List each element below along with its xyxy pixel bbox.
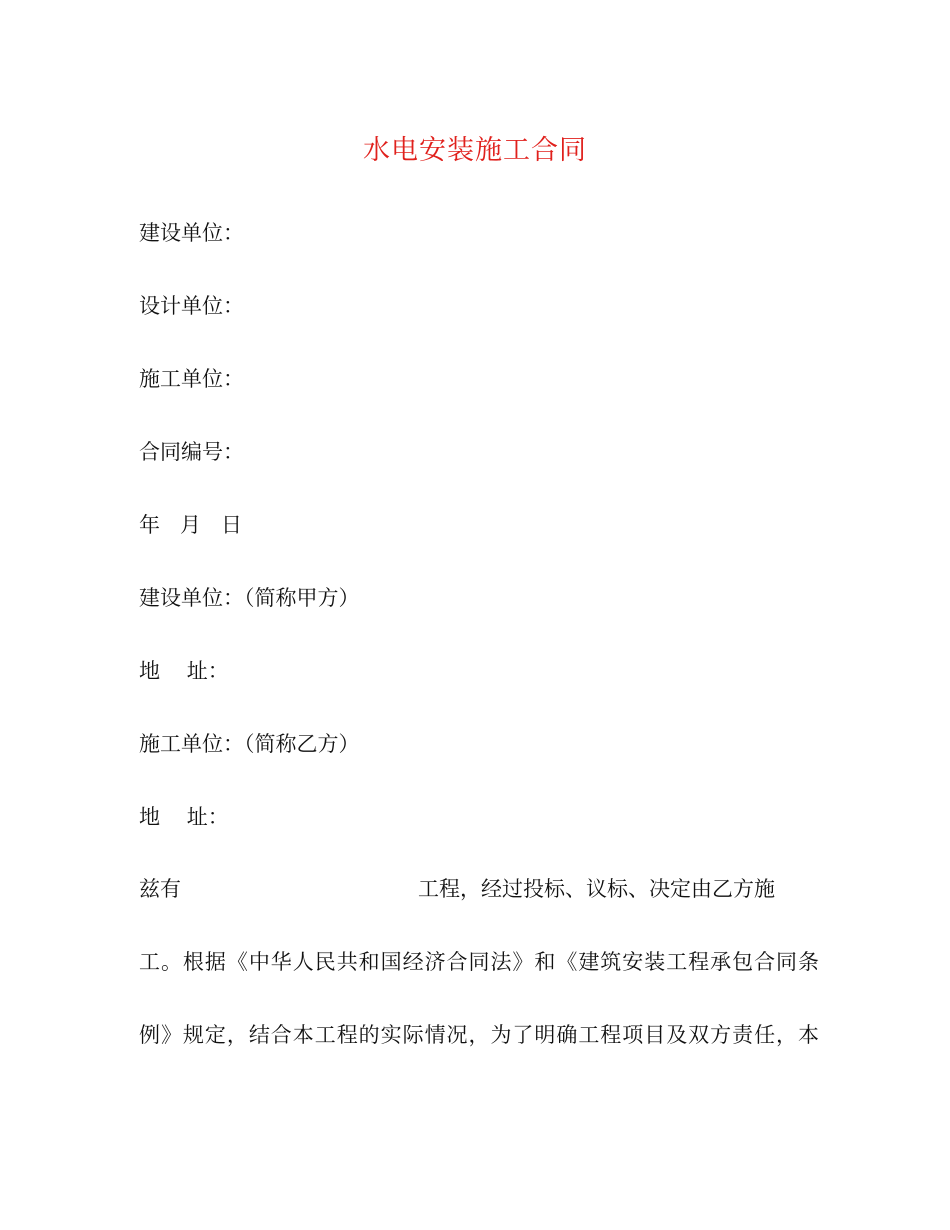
field-date: 年 月 日 — [139, 513, 243, 537]
body-paragraph-line-3 — [139, 1019, 819, 1049]
field-party-a: 建设单位：（简称甲方） — [139, 586, 360, 610]
body-line1-start: 兹有 — [139, 877, 181, 901]
body-paragraph-line-1 — [139, 873, 819, 903]
body-line2: 工。根据《中华人民共和国经济合同法》和《建筑安装工程承包合同条 — [139, 950, 819, 974]
field-contract-number: 合同编号： — [139, 440, 244, 464]
body-line1-end: 工程，经过投标、议标、决定由乙方施 — [418, 877, 775, 901]
body-line3: 例》规定，结合本工程的实际情况，为了明确工程项目及双方责任，本 — [139, 1023, 819, 1047]
field-party-b: 施工单位：（简称乙方） — [139, 732, 360, 756]
field-party-a-address: 地 址： — [139, 659, 229, 683]
field-party-b-address: 地 址： — [139, 805, 229, 829]
field-contractor-unit: 施工单位： — [139, 367, 244, 391]
document-title: 水电安装施工合同 — [363, 135, 587, 166]
field-design-unit: 设计单位： — [139, 294, 244, 318]
field-construction-unit: 建设单位： — [139, 221, 244, 245]
body-paragraph-line-2 — [139, 946, 819, 976]
